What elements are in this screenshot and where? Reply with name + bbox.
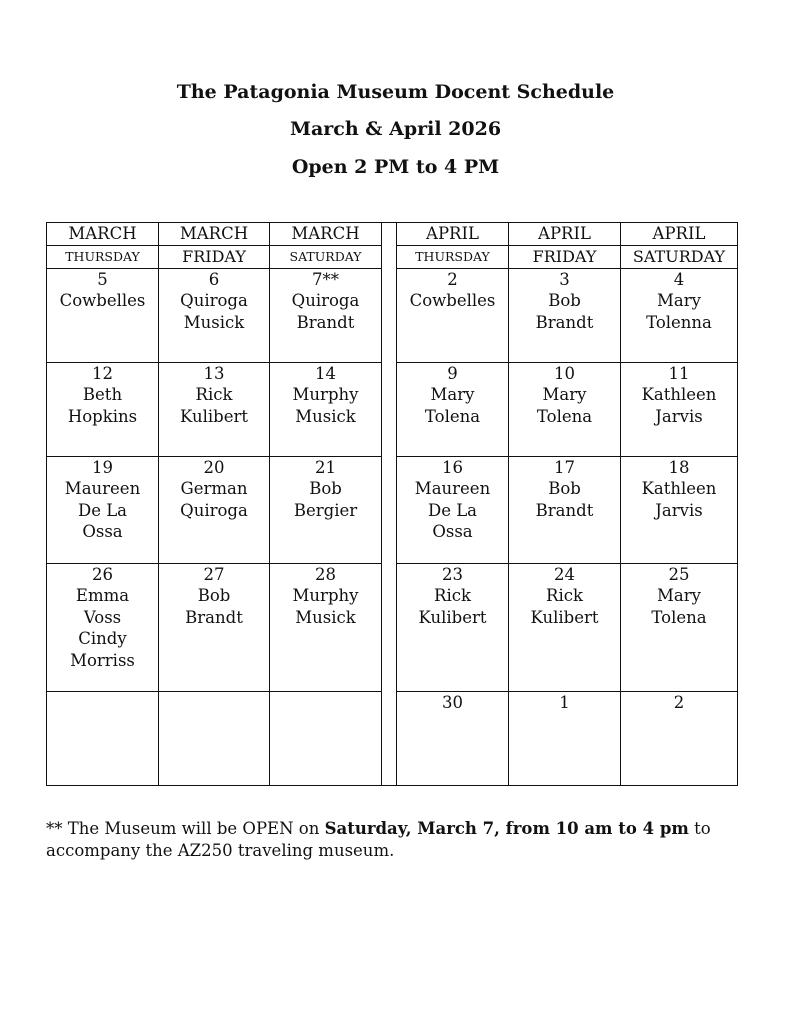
day-cell [397, 456, 509, 563]
day-number: 12 [92, 363, 113, 383]
docent-name: Hopkins [67, 406, 138, 426]
day-number: 10 [554, 363, 575, 383]
weekday-header: FRIDAY [159, 245, 270, 268]
docent-name: Musick [183, 312, 245, 332]
docent-name: Musick [295, 406, 356, 426]
table-divider [382, 223, 397, 786]
month-header: APRIL [397, 223, 509, 246]
day-cell [509, 563, 621, 691]
month-header: MARCH [47, 223, 159, 246]
day-cell [47, 456, 159, 563]
day-cell [270, 268, 382, 362]
docent-name: Musick [295, 607, 356, 627]
day-cell [47, 691, 159, 785]
day-cell [159, 268, 270, 362]
docent-name: Cindy [78, 629, 127, 648]
docent-name: Jarvis [655, 500, 703, 520]
day-number: 25 [668, 564, 690, 584]
docent-name: Mary [542, 385, 587, 404]
day-number: 27 [203, 564, 225, 584]
weekday-header: SATURDAY [621, 245, 738, 268]
day-number: 19 [92, 457, 113, 477]
docent-name: Quiroga [180, 291, 248, 310]
docent-name: Bob [548, 479, 581, 498]
day-number: 2 [673, 692, 685, 712]
docent-name: Morriss [70, 650, 135, 670]
docent-name: Quiroga [180, 500, 248, 520]
docent-name: Kathleen [641, 385, 717, 404]
docent-name: Bob [548, 291, 581, 310]
open-hours: Open 2 PM to 4 PM [291, 156, 500, 178]
docent-name: Jarvis [655, 406, 703, 426]
docent-name: Cowbelles [59, 291, 146, 310]
docent-name: Mary [430, 385, 475, 404]
day-number: 20 [203, 457, 225, 477]
docent-name: Tolena [536, 406, 593, 426]
docent-name: De La [77, 500, 128, 520]
day-cell [509, 362, 621, 456]
day-number: 3 [559, 269, 570, 289]
page-subtitle: March & April 2026 [289, 118, 502, 140]
footnote-text: to accompany the AZ250 traveling museum. [46, 819, 711, 860]
day-number: 24 [554, 564, 575, 584]
docent-name: Brandt [296, 312, 355, 332]
day-cell [621, 456, 738, 563]
day-number: 1 [559, 692, 570, 712]
docent-name: Tolena [424, 406, 481, 426]
footnote-text: ** The Museum will be OPEN on [46, 819, 325, 838]
day-cell [270, 563, 382, 691]
day-cell [270, 456, 382, 563]
docent-name: Beth [82, 385, 123, 404]
docent-name: Rick [434, 586, 471, 605]
day-number: 14 [315, 363, 336, 383]
day-cell [397, 691, 509, 785]
docent-name: Kulibert [418, 607, 487, 627]
month-header: APRIL [509, 223, 621, 246]
day-number: 13 [203, 363, 225, 383]
docent-name: Kulibert [180, 406, 248, 426]
weekday-header: FRIDAY [509, 245, 621, 268]
docent-name: Tolenna [646, 312, 712, 332]
day-cell [397, 563, 509, 691]
day-number: 30 [442, 692, 463, 712]
day-cell [621, 691, 738, 785]
day-cell [159, 691, 270, 785]
footnote [46, 818, 766, 862]
docent-name: Rick [195, 385, 233, 404]
day-number: 18 [668, 457, 690, 477]
docent-name: Bob [309, 479, 342, 498]
day-number: 6 [208, 269, 220, 289]
day-cell [621, 563, 738, 691]
day-number: 9 [447, 363, 458, 383]
month-header: APRIL [621, 223, 738, 246]
day-cell [159, 456, 270, 563]
day-cell [509, 456, 621, 563]
docent-schedule-table [46, 222, 738, 786]
docent-name: De La [427, 500, 478, 520]
day-cell [270, 691, 382, 785]
footnote-emphasis: Saturday, March 7, from 10 am to 4 pm [324, 819, 689, 838]
docent-name: Mary [657, 291, 701, 310]
docent-name: Brandt [535, 312, 594, 332]
weekday-header: THURSDAY [397, 245, 509, 268]
docent-name: Bergier [293, 500, 358, 520]
day-number: 2 [447, 269, 458, 289]
docent-name: Rick [546, 586, 583, 605]
day-number: 16 [442, 457, 463, 477]
day-cell [621, 268, 738, 362]
day-cell [47, 268, 159, 362]
day-cell [159, 563, 270, 691]
docent-name: Ossa [82, 522, 123, 541]
day-number: 5 [97, 269, 108, 289]
docent-name: Tolena [651, 607, 707, 627]
docent-name: Brandt [185, 607, 243, 627]
day-number: 7** [312, 269, 339, 289]
day-number: 4 [673, 269, 685, 289]
weekday-header: THURSDAY [47, 245, 159, 268]
month-header: MARCH [159, 223, 270, 246]
day-cell [397, 362, 509, 456]
day-cell [159, 362, 270, 456]
day-cell [509, 268, 621, 362]
page-title: The Patagonia Museum Docent Schedule [176, 81, 615, 103]
docent-name: Murphy [292, 586, 359, 605]
day-cell [509, 691, 621, 785]
day-cell [47, 362, 159, 456]
day-number: 26 [92, 564, 113, 584]
docent-name: Bob [197, 586, 231, 605]
day-number: 23 [442, 564, 463, 584]
docent-name: Ossa [432, 522, 473, 541]
docent-name: Kulibert [530, 607, 599, 627]
docent-name: Mary [657, 586, 701, 605]
day-number: 17 [554, 457, 575, 477]
docent-name: Maureen [64, 479, 141, 498]
docent-name: Emma [75, 586, 130, 605]
month-header-row [47, 223, 738, 246]
docent-name: Maureen [414, 479, 491, 498]
day-number: 28 [315, 564, 336, 584]
day-cell [397, 268, 509, 362]
docent-name: Quiroga [291, 291, 360, 310]
docent-name: Cowbelles [409, 291, 496, 310]
docent-name: Voss [83, 607, 122, 627]
day-number: 11 [668, 363, 690, 383]
docent-name: German [180, 479, 248, 498]
day-cell [621, 362, 738, 456]
day-number: 21 [315, 457, 336, 477]
docent-name: Murphy [292, 385, 359, 404]
day-cell [47, 563, 159, 691]
docent-name: Kathleen [641, 479, 717, 498]
docent-name: Brandt [535, 500, 594, 520]
month-header: MARCH [270, 223, 382, 246]
day-cell [270, 362, 382, 456]
weekday-header: SATURDAY [270, 245, 382, 268]
